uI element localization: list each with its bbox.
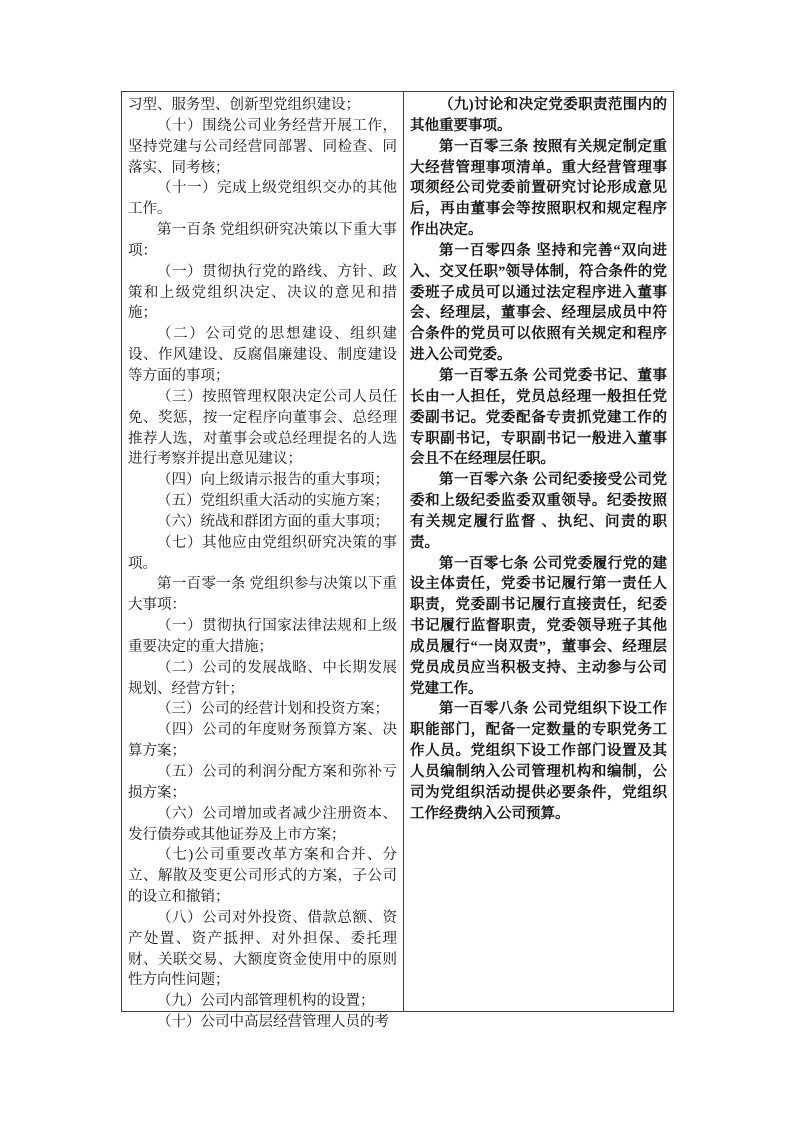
paragraph: （五）公司的利润分配方案和弥补亏损方案； [128, 764, 397, 801]
paragraph: 第一百零七条 公司党委履行党的建设主体责任，党委书记履行第一责任人职责，党委副书记履行直接责任，纪委书记履行监督职责，党委领导班子其他成员履行“一岗双责”，董事会、经理层党员成员应当积极支持、主动参与公司党建工作。 [410, 555, 667, 697]
content-table [121, 91, 674, 1031]
paragraph: （九）公司内部管理机构的设置； [157, 993, 375, 1010]
paragraph: 第一百零八条 公司党组织下设工作职能部门，配备一定数量的专职党务工作人员。党组织下设工作部门设置及其人员编制纳入公司管理机构和编制，公司为党组织活动提供必要条件，党组织工作经费纳入公司预算。 [410, 701, 667, 822]
paragraph: （六）公司增加或者减少注册资本、发行债券或其他证券及上市方案； [128, 805, 397, 843]
paragraph: （一）贯彻执行国家法律法规和上级重要决定的重大措施； [128, 618, 397, 655]
paragraph: （八）公司对外投资、借款总额、资产处置、资产抵押、对外担保、委托理财、关联交易、大额度资金使用中的原则性方向性问题； [128, 909, 397, 989]
paragraph: （四）向上级请示报告的重大事项； [157, 472, 389, 489]
paragraph: （十）围绕公司业务经营开展工作，坚持党建与公司经营同部署、同检查、同落实、同考核； [128, 117, 397, 176]
paragraph: （三）按照管理权限决定公司人员任免、奖惩，按一定程序向董事会、总经理推荐人选，对董事会或总经理提名的人选进行考察并提出意见建议； [128, 388, 397, 468]
right-column-cell [404, 92, 673, 1011]
paragraph: （十）公司中高层经营管理人员的考 [157, 1014, 389, 1031]
paragraph: （四）公司的年度财务预算方案、决算方案； [128, 722, 397, 760]
paragraph: 第一百条 党组织研究决策以下重大事项： [128, 222, 397, 259]
paragraph: （七）其他应由党组织研究决策的事项。 [128, 534, 397, 572]
paragraph: （九)讨论和决定党委职责范围内的其他重要事项。 [410, 97, 667, 134]
paragraph: （二）公司党的思想建设、组织建设、作风建设、反腐倡廉建设、制度建设等方面的事项； [128, 326, 397, 384]
left-column-cell [122, 92, 404, 1031]
paragraph: 习型、服务型、创新型党组织建设； [128, 97, 360, 113]
paragraph: 第一百零三条 按照有关规定制定重大经营管理事项清单。重大经营管理事项须经公司党委前置研究讨论形成意见后，再由董事会等按照职权和规定程序作出决定。 [410, 138, 667, 239]
paragraph: （五）党组织重大活动的实施方案； [157, 493, 389, 510]
paragraph: （六）统战和群团方面的重大事项； [157, 513, 389, 530]
paragraph: 第一百零四条 坚持和完善“双向进入、交叉任职”领导体制，符合条件的党委班子成员可以通过法定程序进入董事会、经理层，董事会、经理层成员中符合条件的党员可以依照有关规定和程序进入公司党委。 [410, 242, 667, 364]
paragraph: （二）公司的发展战略、中长期发展规划、经营方针； [128, 659, 397, 697]
paragraph: 第一百零一条 党组织参与决策以下重大事项： [128, 576, 397, 614]
paragraph: （十一）完成上级党组织交办的其他工作。 [128, 180, 397, 218]
paragraph: （一）贯彻执行党的路线、方针、政策和上级党组织决定、决议的意见和措施； [128, 263, 397, 322]
paragraph: （三）公司的经营计划和投资方案； [157, 701, 389, 718]
paragraph: 第一百零六条 公司纪委接受公司党委和上级纪委监委双重领导。纪委按照有关规定履行监督 、执纪、问责的职责。 [410, 472, 667, 551]
paragraph: （七)公司重要改革方案和合并、分立、解散及变更公司形式的方案，子公司的设立和撤销； [128, 847, 397, 906]
paragraph: 第一百零五条 公司党委书记、董事长由一人担任，党员总经理一般担任党委副书记。党委配备专责抓党建工作的专职副书记，专职副书记一般进入董事会且不在经理层任职。 [410, 367, 667, 468]
